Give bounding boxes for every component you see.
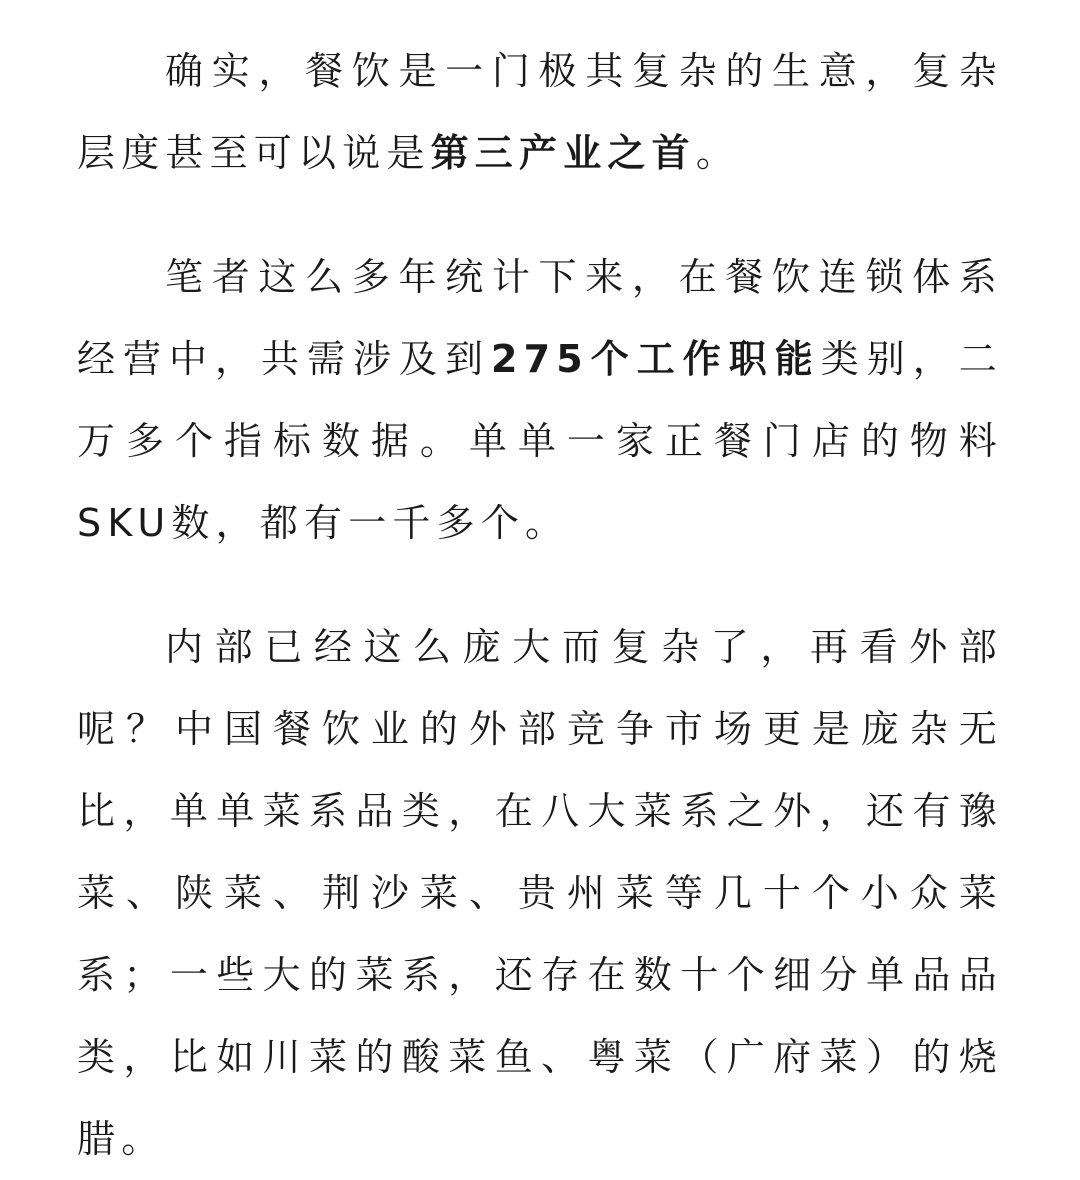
paragraph-text: 内部已经这么庞大而复杂了，再看外部呢？中国餐饮业的外部竞争市场更是庞杂无比，单单菜系品类，在八大菜系之外，还有豫菜、陕菜、荆沙菜、贵州菜等几十个小众菜系；一些大的菜系，还存在数十个细分单品品类，比如川菜的酸菜鱼、粤菜（广府菜）的烧腊。 (77, 625, 1003, 1161)
paragraph-text: 类别，二万多个指标数据。单单一家正餐门店的物料SKU数，都有一千多个。 (77, 337, 1003, 545)
paragraph-text: 笔者这么多年统计下来，在餐饮连锁体系经营中，共需涉及到 (77, 255, 1003, 381)
paragraph-external-market (77, 606, 1003, 1180)
bold-highlight: 第三产业之首 (430, 131, 696, 175)
bold-highlight: 275个工作职能 (491, 337, 821, 381)
paragraph-chain-statistics (77, 236, 1003, 564)
paragraph-restaurant-complexity (77, 30, 1003, 194)
paragraph-text: 确实，餐饮是一门极其复杂的生意，复杂层度甚至可以说是 (77, 49, 1003, 175)
paragraph-text: 。 (695, 131, 741, 175)
